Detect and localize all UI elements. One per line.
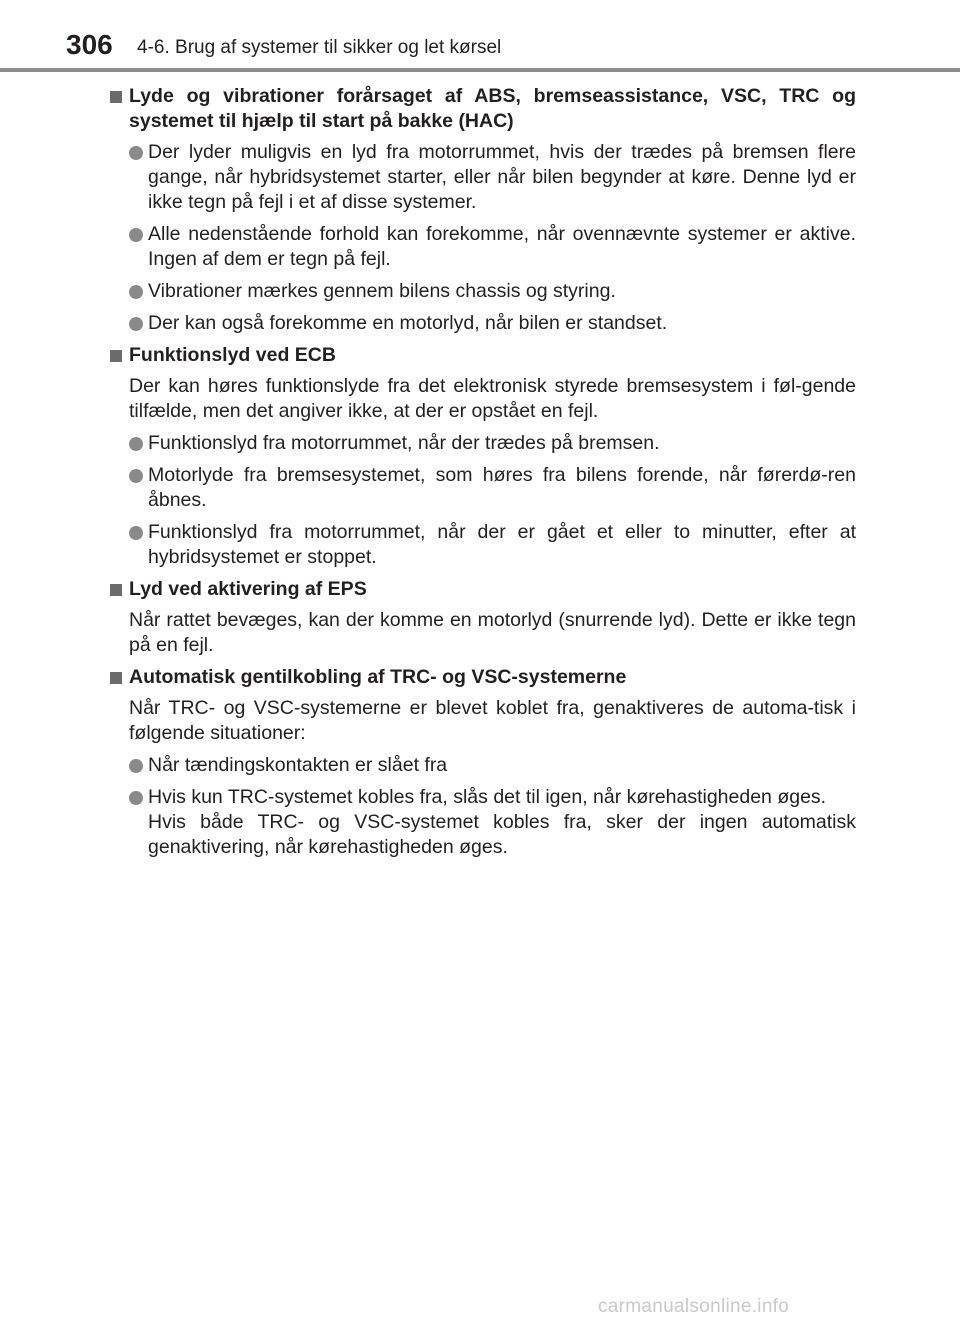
- list-item: [108, 463, 856, 513]
- section-paragraph: Der kan høres funktionslyde fra det elektronisk styrede bremsesystem i føl-gende tilfælde, men det angiver ikke, at der er opstået en fejl.: [129, 375, 856, 422]
- section-heading: [108, 84, 856, 134]
- circle-bullet-icon: [129, 228, 143, 242]
- list-item: [108, 520, 856, 570]
- circle-bullet-icon: [129, 526, 143, 540]
- page-number: 306: [66, 29, 113, 60]
- list-item-text: Funktionslyd fra motorrummet, når der trædes på bremsen.: [148, 432, 660, 454]
- circle-bullet-icon: [129, 791, 143, 805]
- list-item: [108, 431, 856, 456]
- list-item: [108, 311, 856, 336]
- section-heading: [108, 665, 856, 690]
- section-heading: [108, 577, 856, 602]
- section-heading-text: Lyd ved aktivering af EPS: [129, 578, 367, 600]
- watermark: carmanualsonline.info: [598, 1296, 790, 1317]
- circle-bullet-icon: [129, 469, 143, 483]
- section-ecb-sounds: [108, 343, 856, 570]
- list-item-text: Hvis kun TRC-systemet kobles fra, slås det til igen, når kørehastigheden øges.: [148, 786, 827, 808]
- circle-bullet-icon: [129, 146, 143, 160]
- list-item-text: Motorlyde fra bremsesystemet, som høres fra bilens forende, når førerdø-ren åbnes.: [148, 464, 856, 511]
- list-item-text: Der kan også forekomme en motorlyd, når bilen er standset.: [148, 312, 668, 334]
- list-item-text: Når tændingskontakten er slået fra: [148, 754, 448, 776]
- square-bullet-icon: [110, 91, 122, 103]
- list-item-text: Hvis både TRC- og VSC-systemet kobles fra, sker der ingen automatisk genaktivering, når kørehastigheden øges.: [148, 811, 856, 858]
- page-content: [108, 84, 856, 867]
- list-item-text: Der lyder muligvis en lyd fra motorrummet, hvis der trædes på bremsen flere gange, når hybridsystemet starter, eller når bilen begynder at køre. Denne lyd er ikke tegn på fejl i et af disse systemer.: [148, 141, 856, 213]
- section-heading: [108, 343, 856, 368]
- list-item-text: Alle nedenstående forhold kan forekomme, når ovennævnte systemer er aktive. Ingen af dem er tegn på fejl.: [148, 223, 856, 270]
- square-bullet-icon: [110, 584, 122, 596]
- header-divider: [0, 68, 960, 72]
- section-trc-vsc-reactivation: [108, 665, 856, 860]
- list-item: [108, 140, 856, 215]
- list-item-text: Vibrationer mærkes gennem bilens chassis og styring.: [148, 280, 616, 302]
- section-abs-sounds: [108, 84, 856, 336]
- section-eps-sounds: [108, 577, 856, 658]
- list-item: [108, 753, 856, 778]
- section-paragraph: Når rattet bevæges, kan der komme en motorlyd (snurrende lyd). Dette er ikke tegn på en fejl.: [129, 609, 856, 656]
- section-heading-text: Automatisk gentilkobling af TRC- og VSC-systemerne: [129, 666, 627, 688]
- circle-bullet-icon: [129, 759, 143, 773]
- section-paragraph: Når TRC- og VSC-systemerne er blevet koblet fra, genaktiveres de automa-tisk i følgende situationer:: [129, 697, 856, 744]
- circle-bullet-icon: [129, 285, 143, 299]
- list-item: [108, 279, 856, 304]
- list-item-text: Funktionslyd fra motorrummet, når der er gået et eller to minutter, efter at hybridsystemet er stoppet.: [148, 521, 856, 568]
- square-bullet-icon: [110, 672, 122, 684]
- page-header: [0, 0, 960, 76]
- circle-bullet-icon: [129, 437, 143, 451]
- section-heading-text: Funktionslyd ved ECB: [129, 344, 336, 366]
- list-item: [108, 785, 856, 860]
- section-heading-text: Lyde og vibrationer forårsaget af ABS, bremseassistance, VSC, TRC og systemet til hjælp til start på bakke (HAC): [129, 85, 856, 132]
- square-bullet-icon: [110, 350, 122, 362]
- chapter-title: 4-6. Brug af systemer til sikker og let kørsel: [137, 37, 502, 58]
- list-item: [108, 222, 856, 272]
- circle-bullet-icon: [129, 317, 143, 331]
